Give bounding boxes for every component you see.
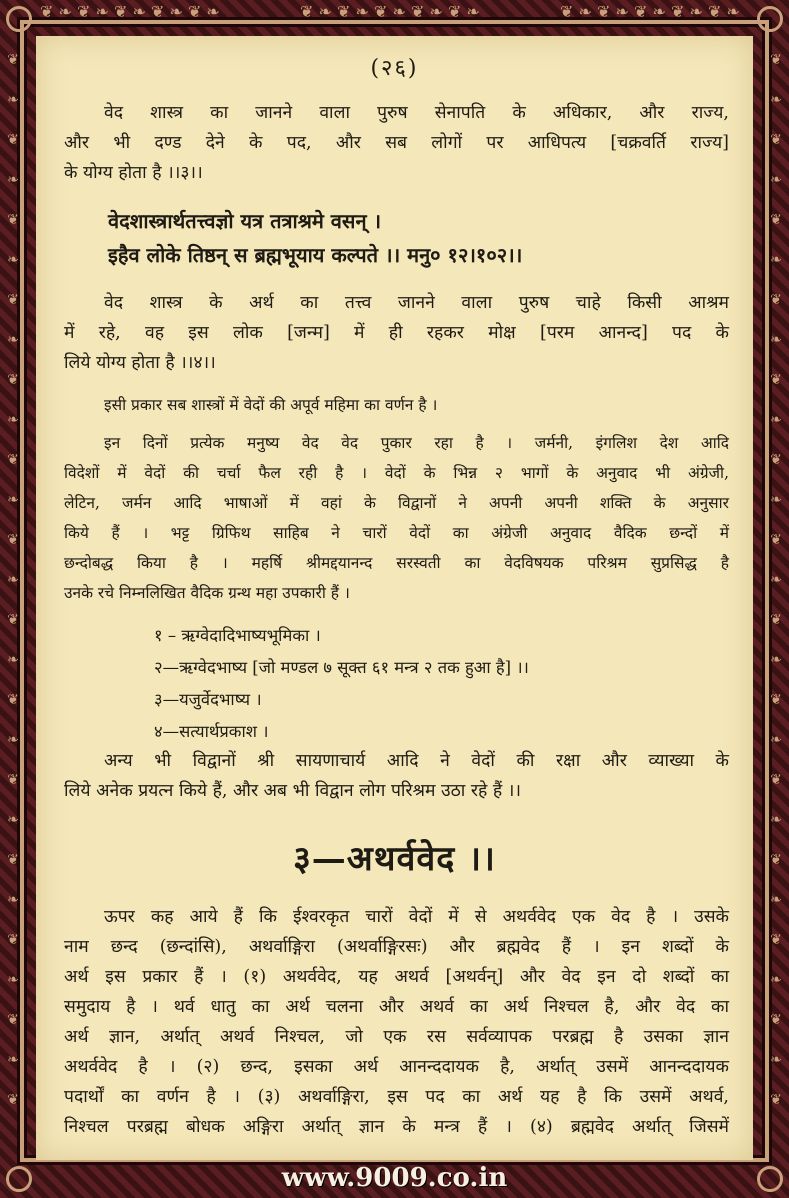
list-item: २—ऋग्वेदभाष्य [जो मण्डल ७ सूक्त ६१ मन्त्र २ तक हुआ है] ।। [154,658,529,677]
text-line: अथर्ववेद है । (२) छन्द, इसका अर्थ आनन्ददायक है, अर्थात् उसमें आनन्ददायक [64,1057,729,1077]
corner-ornament [757,6,783,32]
text-line: समुदाय है । थर्व धातु का अर्थ चलना और अथर्व का अर्थ निश्चल है, और वेद का [64,997,729,1017]
text-line: इन दिनों प्रत्येक मनुष्य वेद वेद पुकार रहा है । जर्मनी, इंगलिश देश आदि [104,434,729,452]
side-ornament-left: ❦ ❧ ❦ ❧ ❦ ❧ ❦ ❧ ❦ ❧ ❦ ❧ ❦ ❧ ❦ ❧ ❦ ❧ ❦ ❧ ❦ ❧ ❦ ❧ ❦ ❧ ❦ [7,52,19,1108]
list-item: १ – ऋग्वेदादिभाष्यभूमिका । [154,626,321,645]
section-heading: ३—अथर्ववेद ।। [293,839,496,879]
paragraph-2 [64,288,729,378]
paragraph-5 [64,746,729,806]
paragraph-1 [64,98,729,188]
list-item: ४—सत्यार्थप्रकाश । [154,722,269,741]
corner-ornament [6,6,32,32]
text-line: वेद शास्त्र का जानने वाला पुरुष सेनापति के अधिकार, और राज्य, [104,103,729,123]
text-line: में रहे, वह इस लोक [जन्म] में ही रहकर मोक्ष [परम आनन्द] पद के [64,323,729,343]
book-page [36,36,753,1160]
works-list [64,620,729,748]
text-line: के योग्य होता है ।।३।। [64,163,203,183]
paragraph-6 [64,902,729,1142]
text-line: ऊपर कह आये हैं कि ईश्वरकृत चारों वेदों में से अथर्ववेद एक वेद है । उसके [104,907,729,927]
text-line: पदार्थों का वर्णन है । (३) अथर्वाङ्गिरा, इस पद का अर्थ यह है कि उसमें अथर्व, [64,1087,729,1107]
text-line: अर्थ इस प्रकार हैं । (१) अथर्ववेद, यह अथर्व [अथर्वन्] और वेद इन दो शब्दों का [64,967,729,987]
text-line: किये हैं । भट्ट ग्रिफिथ साहिब ने चारों वेदों का अंग्रेजी अनुवाद वैदिक छन्दों में [64,524,729,542]
scroll-ornament: ❦ ❧ ❦ ❧ ❦ ❧ ❦ ❧ ❦ ❧ [300,2,480,21]
text-line: लिये योग्य होता है ।।४।। [64,353,216,373]
text-line: अन्य भी विद्वानों श्री सायणाचार्य आदि ने वेदों की रक्षा और व्याख्या के [104,751,729,771]
page-number: (२६) [370,56,419,81]
text-line: और भी दण्ड देने के पद, और सब लोगों पर आधिपत्य [चक्रवर्ति राज्य] [64,133,729,153]
text-line: लिये अनेक प्रयत्न किये हैं, और अब भी विद्वान लोग परिश्रम उठा रहे हैं ।। [64,781,521,801]
text-line: विदेशों में वेदों की चर्चा फैल रही है । वेदों के भिन्न २ भागों के अनुवाद भी अंग्रेजी, [64,464,729,482]
website-url[interactable]: www.9009.co.in [281,1163,508,1193]
text-line: नाम छन्द (छन्दांसि), अथर्वाङ्गिरा (अथर्वाङ्गिरसः) और ब्रह्मवेद हैं । इन शब्दों के [64,937,729,957]
text-line: उनके रचे निम्नलिखित वैदिक ग्रन्थ महा उपकारी हैं । [64,584,350,602]
text-line: निश्चल परब्रह्म बोधक अङ्गिरा अर्थात् ज्ञान के मन्त्र हैं । (४) ब्रह्मवेद अर्थात् जिसमें [64,1117,729,1137]
sloka [108,204,728,272]
scroll-ornament: ❦ ❧ ❦ ❧ ❦ ❧ ❦ ❧ ❦ ❧ [560,2,740,21]
text-line: इसी प्रकार सब शास्त्रों में वेदों की अपूर्व महिमा का वर्णन है । [104,396,438,414]
text-line: अर्थ ज्ञान, अर्थात् अथर्व निश्चल, जो एक रस सर्वव्यापक परब्रह्म है उसका ज्ञान [64,1027,729,1047]
paragraph-3 [64,390,729,420]
list-item: ३—यजुर्वेदभाष्य । [154,690,262,709]
side-ornament-right: ❦ ❧ ❦ ❧ ❦ ❧ ❦ ❧ ❦ ❧ ❦ ❧ ❦ ❧ ❦ ❧ ❦ ❧ ❦ ❧ ❦ ❧ ❦ ❧ ❦ ❧ ❦ [770,52,782,1108]
text-line: वेद शास्त्र के अर्थ का तत्त्व जानने वाला पुरुष चाहे किसी आश्रम [104,293,729,313]
sloka-line: इहैव लोके तिष्ठन् स ब्रह्मभूयाय कल्पते ।। मनु० १२।१०२।। [108,243,523,267]
text-line: लेटिन, जर्मन आदि भाषाओं में वहां के विद्वानों ने अपनी अपनी शक्ति के अनुसार [64,494,729,512]
footer [0,1160,789,1198]
sloka-line: वेदशास्त्रार्थतत्त्वज्ञो यत्र तत्राश्रमे वसन् । [108,209,382,233]
text-line: छन्दोबद्ध किया है । महर्षि श्रीमद्दयानन्द सरस्वती का वेदविषयक परिश्रम सुप्रसिद्ध है [64,554,729,572]
scroll-ornament: ❦ ❧ ❦ ❧ ❦ ❧ ❦ ❧ ❦ ❧ [40,2,220,21]
paragraph-4 [64,428,729,608]
